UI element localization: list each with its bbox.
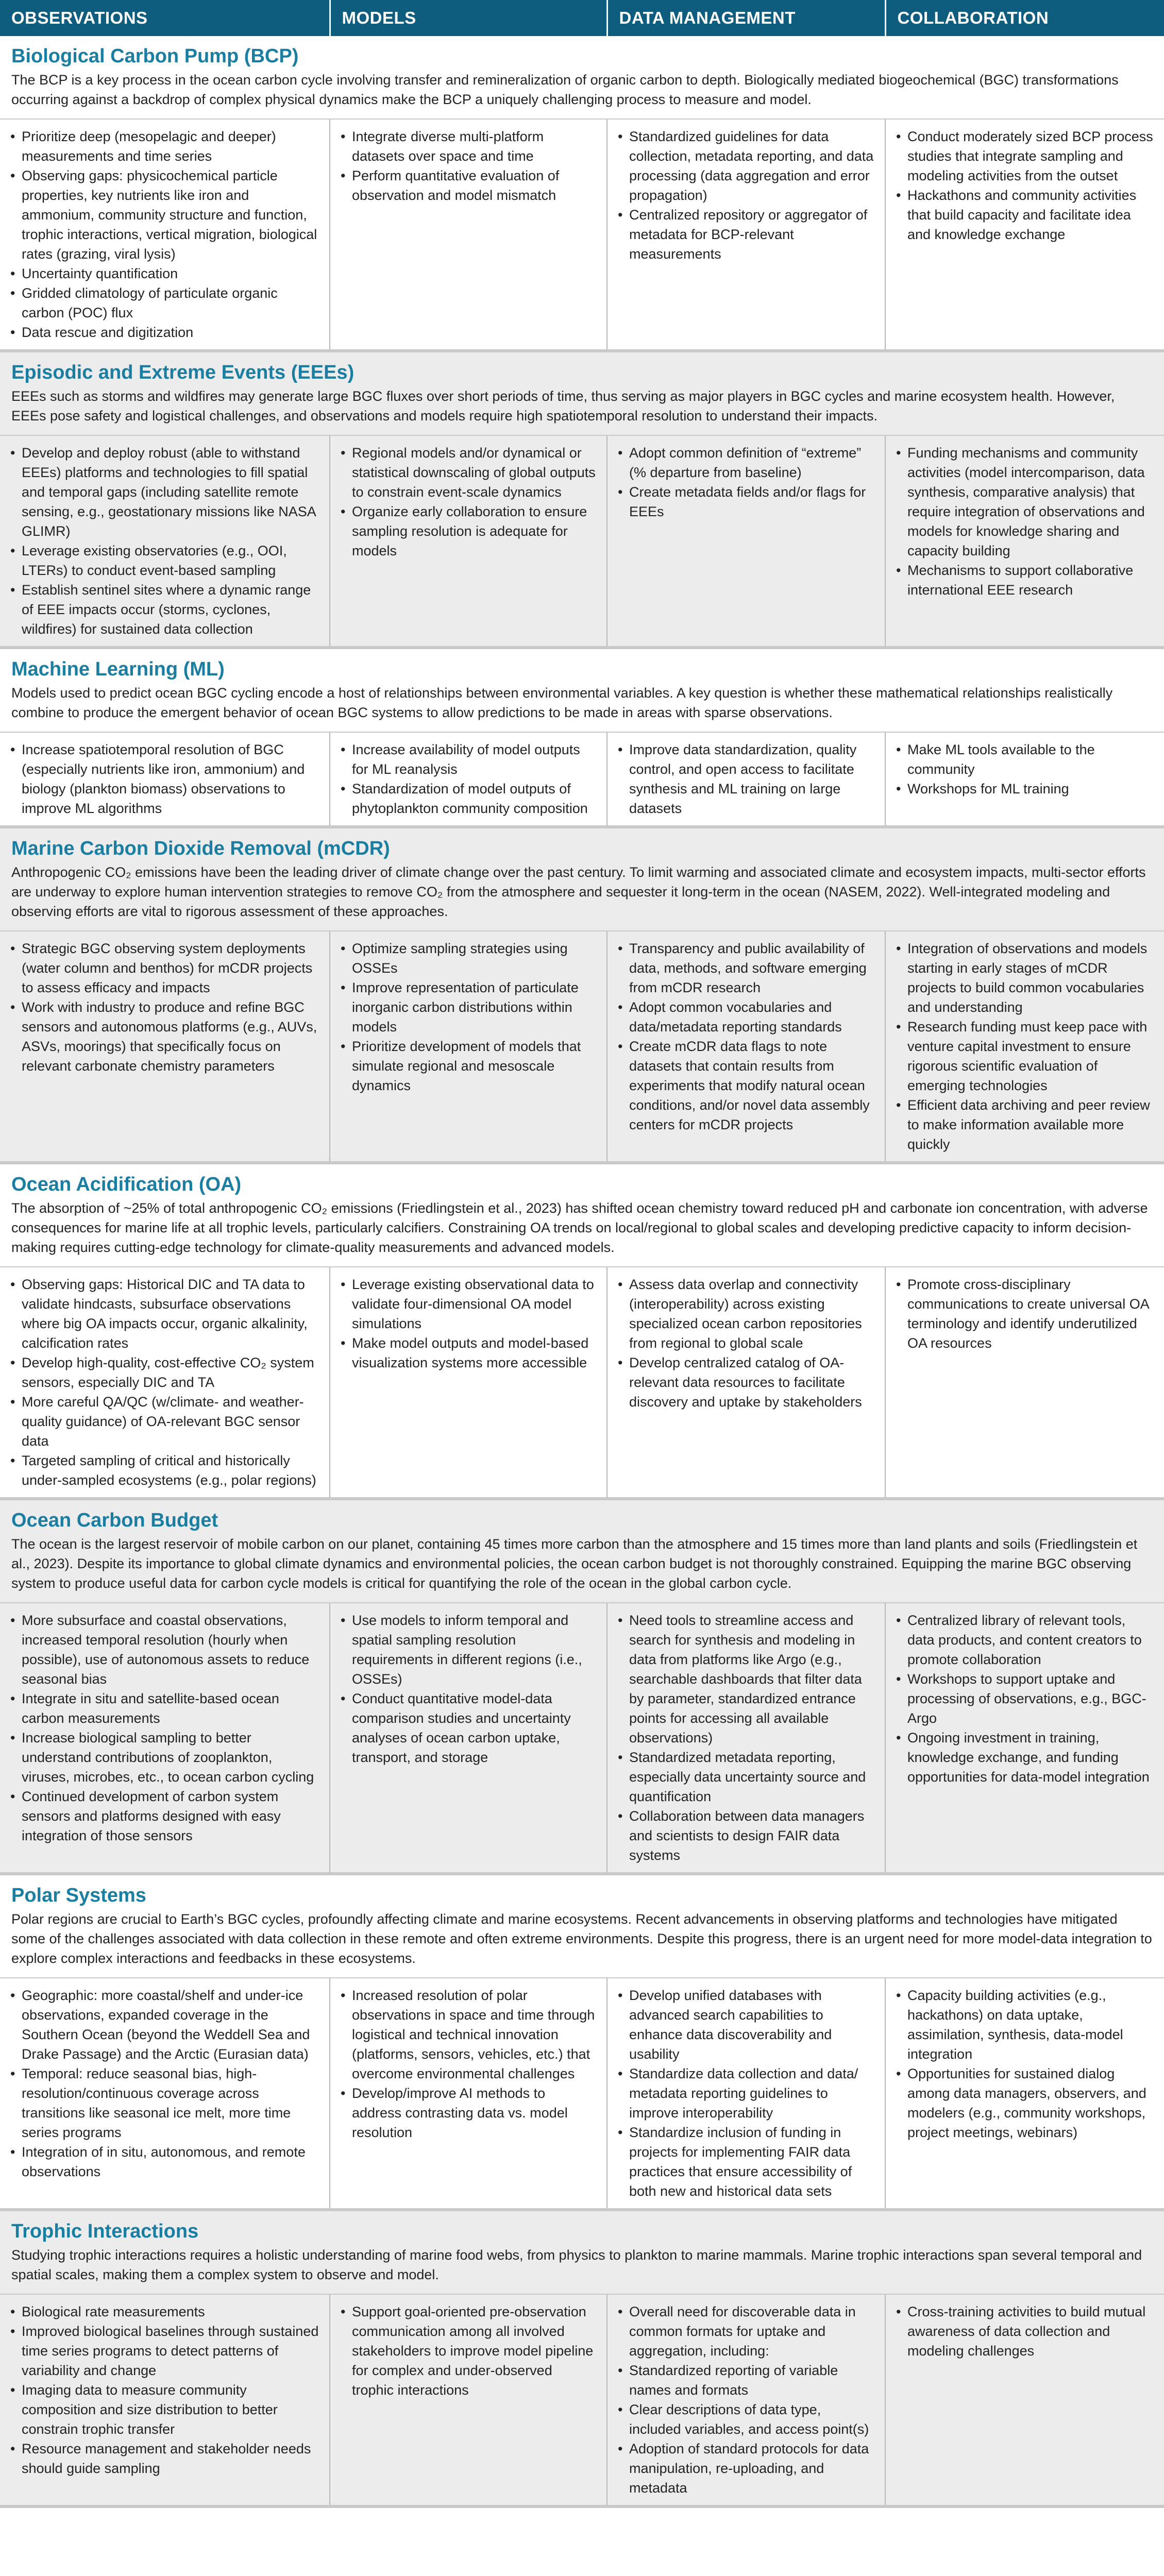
section-title: Marine Carbon Dioxide Removal (mCDR)	[11, 838, 390, 859]
section-items-polar-systems	[0, 1978, 1164, 2210]
list-item: • Use models to inform temporal and spatial sampling resolution requirements in different regions (i.e., OSSEs)	[341, 1611, 597, 1689]
list-item: • Integrate diverse multi-platform datasets over space and time	[341, 127, 597, 166]
observations-list	[10, 1611, 320, 1845]
section-items-marine-cdr	[0, 931, 1164, 1163]
list-item: • Support goal-oriented pre-observation communication among all involved stakeholders to improve model pipeline for complex and under-observed trophic interactions	[341, 2302, 597, 2400]
models-list	[341, 443, 597, 561]
list-item: • Adopt common vocabularies and data/metadata reporting standards	[618, 997, 875, 1037]
collaboration-list	[896, 1275, 1155, 1353]
observations-list	[10, 1275, 320, 1490]
list-item: • Overall need for discoverable data in common formats for uptake and aggregation, including:	[618, 2302, 875, 2361]
data-management-cell	[607, 119, 885, 351]
header-models: MODELS	[330, 0, 607, 36]
list-item: • Integration of in situ, autonomous, and remote observations	[10, 2142, 320, 2181]
list-item: • Clear descriptions of data type, included variables, and access point(s)	[618, 2400, 875, 2439]
collaboration-list	[896, 939, 1155, 1154]
list-item: • Create metadata fields and/or flags for EEEs	[618, 482, 875, 521]
list-item: • Geographic: more coastal/shelf and under-ice observations, expanded coverage in the Southern Ocean (beyond the Weddell Sea and Drake Passage) and the Arctic (Eurasian data)	[10, 1986, 320, 2064]
collaboration-cell	[885, 435, 1164, 648]
list-item: • Integrate in situ and satellite-based ocean carbon measurements	[10, 1689, 320, 1728]
list-item: • Standardized guidelines for data collection, metadata reporting, and data processing (data aggregation and error propagation)	[618, 127, 875, 205]
section-description: EEEs such as storms and wildfires may generate large BGC fluxes over short periods of time, thus serving as major players in BGC cycles and marine ecosystem health. However, EEEs pose safety and logistical challenges, and observations and models require high spatiotemporal resolution to understand their impacts.	[11, 388, 1115, 423]
observations-list	[10, 740, 320, 818]
collaboration-list	[896, 2302, 1155, 2361]
list-item: • Leverage existing observational data to validate four-dimensional OA model simulations	[341, 1275, 597, 1333]
list-item: • Improve representation of particulate inorganic carbon distributions within models	[341, 978, 597, 1037]
observations-cell	[0, 1603, 330, 1874]
list-item: • Improve data standardization, quality control, and open access to facilitate synthesis and ML training on large datasets	[618, 740, 875, 818]
list-item: • Adoption of standard protocols for data manipulation, re-uploading, and metadata	[618, 2439, 875, 2498]
section-title: Episodic and Extreme Events (EEEs)	[11, 362, 355, 383]
section-intro-cell	[0, 827, 1164, 931]
section-intro-trophic-interactions	[0, 2210, 1164, 2294]
models-list	[341, 1986, 597, 2142]
data-management-cell	[607, 2294, 885, 2506]
observations-cell	[0, 1978, 330, 2210]
list-item: • Adopt common definition of “extreme” (% departure from baseline)	[618, 443, 875, 482]
models-cell	[330, 435, 607, 648]
data-management-list	[618, 443, 875, 521]
models-cell	[330, 732, 607, 827]
section-title: Machine Learning (ML)	[11, 658, 225, 680]
list-item: • Increase biological sampling to better understand contributions of zooplankton, viruses, microbes, etc., to ocean carbon cycling	[10, 1728, 320, 1787]
list-item: • Develop/improve AI methods to address contrasting data vs. model resolution	[341, 2083, 597, 2142]
list-item: • Prioritize deep (mesopelagic and deeper) measurements and time series	[10, 127, 320, 166]
data-management-list	[618, 127, 875, 264]
list-item: • Standardize data collection and data/ metadata reporting guidelines to improve interoperability	[618, 2064, 875, 2123]
observations-cell	[0, 119, 330, 351]
list-item: • Continued development of carbon system sensors and platforms designed with easy integration of those sensors	[10, 1787, 320, 1845]
collaboration-list	[896, 1986, 1155, 2142]
list-item: • Create mCDR data flags to note datasets that contain results from experiments that modify natural ocean conditions, and/or novel data assembly centers for mCDR projects	[618, 1037, 875, 1134]
observations-cell	[0, 732, 330, 827]
models-list	[341, 127, 597, 205]
list-item: • Transparency and public availability of data, methods, and software emerging from mCDR research	[618, 939, 875, 997]
collaboration-list	[896, 443, 1155, 600]
list-item: • Standardized metadata reporting, especially data uncertainty source and quantification	[618, 1748, 875, 1806]
section-items-machine-learning	[0, 732, 1164, 827]
section-intro-cell	[0, 648, 1164, 732]
list-item: • Make ML tools available to the community	[896, 740, 1155, 779]
section-intro-episodic-extreme-events	[0, 351, 1164, 435]
section-intro-polar-systems	[0, 1874, 1164, 1978]
section-description: Models used to predict ocean BGC cycling encode a host of relationships between environmental variables. A key question is whether these mathematical relationships realistically combine to produce the emergent behavior of ocean BGC systems to allow predictions to be made in areas with sparse observations.	[11, 685, 1113, 720]
list-item: • Make model outputs and model-based visualization systems more accessible	[341, 1333, 597, 1372]
data-management-list	[618, 939, 875, 1134]
section-intro-cell	[0, 1499, 1164, 1603]
collaboration-list	[896, 1611, 1155, 1787]
collaboration-cell	[885, 1267, 1164, 1499]
observations-cell	[0, 1267, 330, 1499]
list-item: • Perform quantitative evaluation of observation and model mismatch	[341, 166, 597, 205]
list-item: • Observing gaps: physicochemical particle properties, key nutrients like iron and ammonium, community structure and function, trophic interactions, vertical migration, biological rates (grazing, viral lysis)	[10, 166, 320, 264]
observations-list	[10, 443, 320, 639]
section-intro-cell	[0, 36, 1164, 119]
collaboration-list	[896, 127, 1155, 244]
section-items-ocean-acidification	[0, 1267, 1164, 1499]
list-item: • Strategic BGC observing system deployments (water column and benthos) for mCDR projects to assess efficacy and impacts	[10, 939, 320, 997]
section-intro-ocean-acidification	[0, 1163, 1164, 1267]
section-description: The ocean is the largest reservoir of mobile carbon on our planet, containing 45 times more carbon than the atmosphere and 15 times more than land plants and soils (Friedlingstein et al., 2023). Despite its importance to global climate dynamics and environmental policies, the ocean carbon budget is not thoroughly constrained. Equipping the marine BGC observing system to produce useful data for carbon cycle models is critical for quantifying the role of the ocean in the global carbon cycle.	[11, 1536, 1138, 1591]
list-item: • Hackathons and community activities that build capacity and facilitate idea and knowledge exchange	[896, 185, 1155, 244]
data-management-list	[618, 1611, 875, 1865]
list-item: • Opportunities for sustained dialog among data managers, observers, and modelers (e.g., community workshops, project meetings, webinars)	[896, 2064, 1155, 2142]
data-management-cell	[607, 931, 885, 1163]
models-cell	[330, 1978, 607, 2210]
list-item: • Work with industry to produce and refine BGC sensors and autonomous platforms (e.g., AUVs, ASVs, moorings) that specifically focus on relevant carbonate chemistry parameters	[10, 997, 320, 1076]
collaboration-cell	[885, 2294, 1164, 2506]
list-item: • Develop high-quality, cost-effective CO₂ system sensors, especially DIC and TA	[10, 1353, 320, 1392]
list-item: • Establish sentinel sites where a dynamic range of EEE impacts occur (storms, cyclones, wildfires) for sustained data collection	[10, 580, 320, 639]
list-item: • Imaging data to measure community composition and size distribution to better constrain trophic transfer	[10, 2380, 320, 2439]
section-intro-cell	[0, 2210, 1164, 2294]
section-intro-machine-learning	[0, 648, 1164, 732]
list-item: • Centralized repository or aggregator of metadata for BCP-relevant measurements	[618, 205, 875, 264]
list-item: • Mechanisms to support collaborative international EEE research	[896, 561, 1155, 600]
section-intro-cell	[0, 351, 1164, 435]
models-cell	[330, 1267, 607, 1499]
section-description: Studying trophic interactions requires a holistic understanding of marine food webs, from physics to plankton to marine mammals. Marine trophic interactions span several temporal and spatial scales, making them a complex system to observe and model.	[11, 2247, 1142, 2282]
section-description: The absorption of ~25% of total anthropogenic CO₂ emissions (Friedlingstein et al., 2023) has shifted ocean chemistry toward reduced pH and carbonate ion concentration, with adverse consequences for marine life at all trophic levels, particularly calcifiers. Constraining OA trends on local/regional to global scales and developing predictive capacity to inform decision-making requires cutting-edge technology for climate-quality measurements and advanced models.	[11, 1200, 1148, 1255]
models-list	[341, 939, 597, 1095]
list-item: • Regional models and/or dynamical or statistical downscaling of global outputs to constrain event-scale dynamics	[341, 443, 597, 502]
section-intro-cell	[0, 1874, 1164, 1978]
models-list	[341, 740, 597, 818]
list-item: • Assess data overlap and connectivity (interoperability) across existing specialized ocean carbon repositories from regional to global scale	[618, 1275, 875, 1353]
data-management-list	[618, 1986, 875, 2201]
models-cell	[330, 119, 607, 351]
section-items-ocean-carbon-budget	[0, 1603, 1164, 1874]
list-item: • Workshops for ML training	[896, 779, 1155, 799]
list-item: • Conduct moderately sized BCP process studies that integrate sampling and modeling activities from the outset	[896, 127, 1155, 185]
list-item: • Centralized library of relevant tools, data products, and content creators to promote collaboration	[896, 1611, 1155, 1669]
data-management-cell	[607, 435, 885, 648]
observations-cell	[0, 931, 330, 1163]
list-item: • Standardization of model outputs of phytoplankton community composition	[341, 779, 597, 818]
models-list	[341, 2302, 597, 2400]
section-items-biological-carbon-pump	[0, 119, 1164, 351]
list-item: • Capacity building activities (e.g., hackathons) on data uptake, assimilation, synthesis, data-model integration	[896, 1986, 1155, 2064]
list-item: • Prioritize development of models that simulate regional and mesoscale dynamics	[341, 1037, 597, 1095]
collaboration-cell	[885, 1603, 1164, 1874]
data-management-list	[618, 740, 875, 818]
observations-list	[10, 127, 320, 342]
list-item: • Improved biological baselines through sustained time series programs to detect patterns of variability and change	[10, 2321, 320, 2380]
list-item: • More careful QA/QC (w/climate- and weather-quality guidance) of OA-relevant BGC sensor data	[10, 1392, 320, 1451]
list-item: • Data rescue and digitization	[10, 323, 320, 342]
section-title: Polar Systems	[11, 1885, 146, 1906]
section-title: Biological Carbon Pump (BCP)	[11, 45, 299, 67]
list-item: • Gridded climatology of particulate organic carbon (POC) flux	[10, 283, 320, 323]
list-item: • Ongoing investment in training, knowledge exchange, and funding opportunities for data-model integration	[896, 1728, 1155, 1787]
data-management-list	[618, 1275, 875, 1412]
data-management-cell	[607, 1267, 885, 1499]
section-title: Trophic Interactions	[11, 2221, 199, 2242]
section-description: Anthropogenic CO₂ emissions have been the leading driver of climate change over the past century. To limit warming and associated climate and ecosystem impacts, multi-sector efforts are underway to explore human intervention strategies to remove CO₂ from the atmosphere and sequester it long-term in the ocean (NASEM, 2022). Well-integrated modeling and observing efforts are vital to rigorous assessment of these approaches.	[11, 865, 1146, 919]
data-management-list	[618, 2302, 875, 2498]
section-title: Ocean Acidification (OA)	[11, 1174, 242, 1195]
list-item: • Conduct quantitative model-data comparison studies and uncertainty analyses of ocean carbon uptake, transport, and storage	[341, 1689, 597, 1767]
list-item: • Develop centralized catalog of OA-relevant data resources to facilitate discovery and uptake by stakeholders	[618, 1353, 875, 1412]
observations-cell	[0, 2294, 330, 2506]
column-header-row	[0, 0, 1164, 36]
collaboration-list	[896, 740, 1155, 799]
list-item: • Develop unified databases with advanced search capabilities to enhance data discoverability and usability	[618, 1986, 875, 2064]
section-intro-ocean-carbon-budget	[0, 1499, 1164, 1603]
section-items-trophic-interactions	[0, 2294, 1164, 2506]
observations-list	[10, 2302, 320, 2478]
list-item: • Need tools to streamline access and search for synthesis and modeling in data from platforms like Argo (e.g., searchable dashboards that filter data by parameter, standardized entrance points for accessing all available observations)	[618, 1611, 875, 1748]
section-intro-cell	[0, 1163, 1164, 1267]
list-item: • Integration of observations and models starting in early stages of mCDR projects to build common vocabularies and understanding	[896, 939, 1155, 1017]
list-item: • Leverage existing observatories (e.g., OOI, LTERs) to conduct event-based sampling	[10, 541, 320, 580]
models-list	[341, 1611, 597, 1767]
list-item: • Increase spatiotemporal resolution of BGC (especially nutrients like iron, ammonium) and biology (plankton biomass) observations to improve ML algorithms	[10, 740, 320, 818]
header-observations: OBSERVATIONS	[0, 0, 330, 36]
list-item: • Collaboration between data managers and scientists to design FAIR data systems	[618, 1806, 875, 1865]
observations-cell	[0, 435, 330, 648]
list-item: • Temporal: reduce seasonal bias, high-resolution/continuous coverage across transitions like seasonal ice melt, more time series programs	[10, 2064, 320, 2142]
data-management-cell	[607, 1603, 885, 1874]
header-collaboration: COLLABORATION	[885, 0, 1164, 36]
list-item: • More subsurface and coastal observations, increased temporal resolution (hourly when possible), use of autonomous assets to reduce seasonal bias	[10, 1611, 320, 1689]
list-item: • Promote cross-disciplinary communications to create universal OA terminology and identify underutilized OA resources	[896, 1275, 1155, 1353]
list-item: • Develop and deploy robust (able to withstand EEEs) platforms and technologies to fill spatial and temporal gaps (including satellite remote sensing, e.g., geostationary missions like NASA GLIMR)	[10, 443, 320, 541]
list-item: • Workshops to support uptake and processing of observations, e.g., BGC-Argo	[896, 1669, 1155, 1728]
header-data-management: DATA MANAGEMENT	[607, 0, 885, 36]
section-title: Ocean Carbon Budget	[11, 1510, 218, 1531]
list-item: • Organize early collaboration to ensure sampling resolution is adequate for models	[341, 502, 597, 561]
section-description: Polar regions are crucial to Earth’s BGC cycles, profoundly affecting climate and marine ecosystems. Recent advancements in observing platforms and technologies have mitigated some of the challenges associated with data collection in these remote and often extreme environments. Despite this progress, there is an urgent need for more model-data integration to explore complex interactions and feedbacks in these ecosystems.	[11, 1911, 1152, 1966]
list-item: • Uncertainty quantification	[10, 264, 320, 283]
section-items-episodic-extreme-events	[0, 435, 1164, 648]
list-item: • Increase availability of model outputs for ML reanalysis	[341, 740, 597, 779]
collaboration-cell	[885, 931, 1164, 1163]
collaboration-cell	[885, 732, 1164, 827]
list-item: • Observing gaps: Historical DIC and TA data to validate hindcasts, subsurface observations where big OA impacts occur, organic alkalinity, calcification rates	[10, 1275, 320, 1353]
list-item: • Efficient data archiving and peer review to make information available more quickly	[896, 1095, 1155, 1154]
collaboration-cell	[885, 119, 1164, 351]
list-item: • Resource management and stakeholder needs should guide sampling	[10, 2439, 320, 2478]
list-item: • Standardize inclusion of funding in projects for implementing FAIR data practices that ensure accessibility of both new and historical data sets	[618, 2123, 875, 2201]
observations-list	[10, 1986, 320, 2181]
list-item: • Targeted sampling of critical and historically under-sampled ecosystems (e.g., polar regions)	[10, 1451, 320, 1490]
models-list	[341, 1275, 597, 1372]
observations-list	[10, 939, 320, 1076]
section-intro-biological-carbon-pump	[0, 36, 1164, 119]
list-item: • Increased resolution of polar observations in space and time through logistical and technical innovation (platforms, sensors, vehicles, etc.) that overcome environmental challenges	[341, 1986, 597, 2083]
collaboration-cell	[885, 1978, 1164, 2210]
list-item: • Standardized reporting of variable names and formats	[618, 2361, 875, 2400]
list-item: • Optimize sampling strategies using OSSEs	[341, 939, 597, 978]
section-description: The BCP is a key process in the ocean carbon cycle involving transfer and remineralization of organic carbon to depth. Biologically mediated biogeochemical (BGC) transformations occurring against a backdrop of complex physical dynamics make the BCP a uniquely challenging process to measure and model.	[11, 72, 1119, 107]
models-cell	[330, 2294, 607, 2506]
data-management-cell	[607, 732, 885, 827]
data-management-cell	[607, 1978, 885, 2210]
section-intro-marine-cdr	[0, 827, 1164, 931]
models-cell	[330, 1603, 607, 1874]
models-cell	[330, 931, 607, 1163]
list-item: • Biological rate measurements	[10, 2302, 320, 2321]
list-item: • Cross-training activities to build mutual awareness of data collection and modeling challenges	[896, 2302, 1155, 2361]
list-item: • Funding mechanisms and community activities (model intercomparison, data synthesis, comparative analysis) that require integration of observations and models for knowledge sharing and capacity building	[896, 443, 1155, 561]
list-item: • Research funding must keep pace with venture capital investment to ensure rigorous scientific evaluation of emerging technologies	[896, 1017, 1155, 1095]
